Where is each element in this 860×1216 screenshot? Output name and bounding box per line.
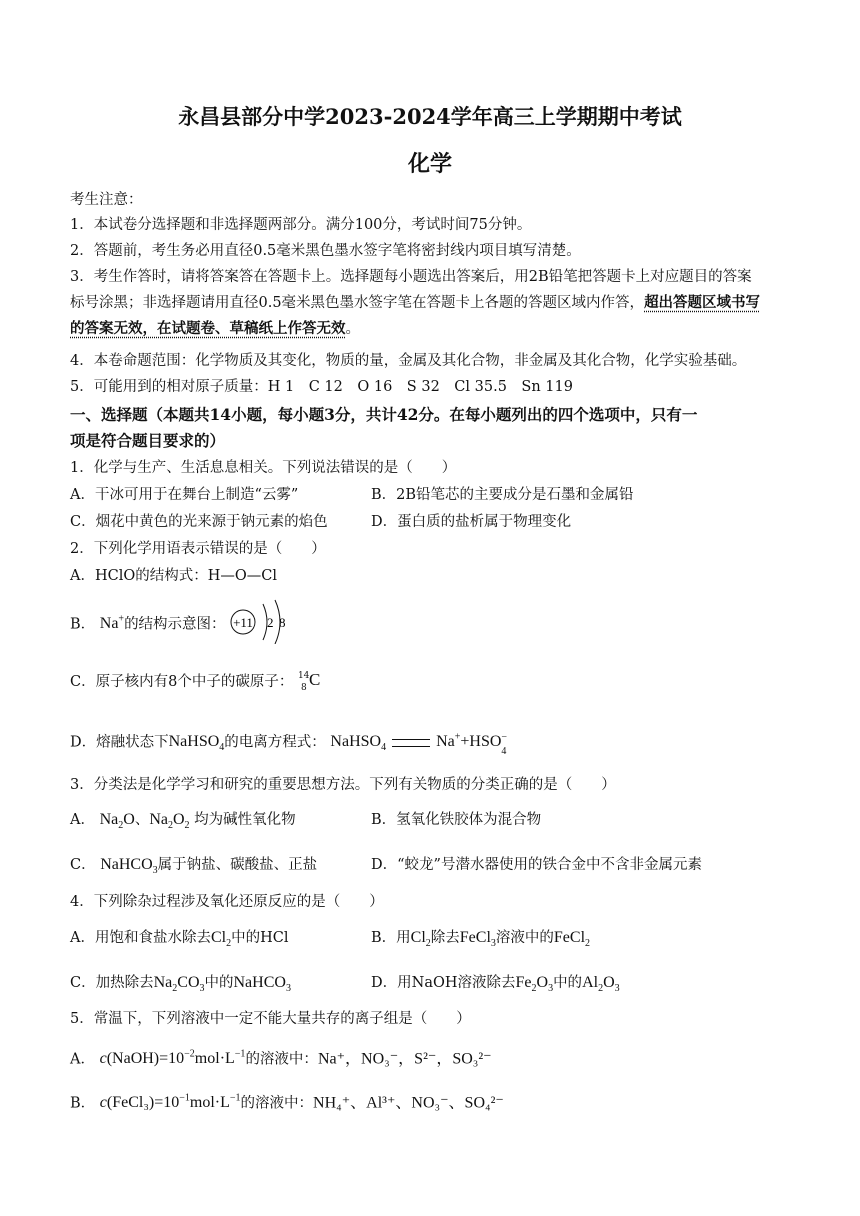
notice-item-4: 4．本卷命题范围：化学物质及其变化，物质的量，金属及其化合物，非金属及其化合物，化学实验基础。 bbox=[70, 353, 747, 369]
eq-na: Na bbox=[436, 733, 455, 751]
q2-option-a: A．HClO的结构式：H—O—Cl bbox=[70, 568, 277, 584]
q3-stem: 3．分类法是化学学习和研究的重要思想方法。下列有关物质的分类正确的是（ ） bbox=[70, 777, 616, 793]
q5-a-c: c bbox=[99, 1050, 107, 1068]
q4-b-f bbox=[410, 929, 431, 950]
notice-item-5: 5．可能用到的相对原子质量：H 1 C 12 O 16 S 32 Cl 35.5 Sn 119 bbox=[70, 379, 573, 395]
q4-b-text3: 溶液中的 bbox=[495, 930, 554, 946]
q2-c-nuclide bbox=[298, 672, 324, 692]
q3-c-text: 属于钠盐、碳酸盐、正盐 bbox=[157, 857, 318, 873]
q4-c-f bbox=[153, 974, 205, 995]
q2-option-b bbox=[70, 610, 226, 650]
q5-b-sol: FeCl₃ bbox=[112, 1094, 149, 1112]
q5-b-exp: −1 bbox=[179, 1093, 190, 1104]
q5-b-conc: $c(FeCl_3)=10^{-1}mol\cdot L^{-1}$ bbox=[99, 1093, 241, 1112]
q2-b-ion bbox=[100, 615, 124, 632]
q4-option-a bbox=[70, 928, 289, 954]
q2-option-c bbox=[70, 672, 324, 692]
eq-hso-scripts bbox=[501, 731, 509, 757]
eq-left-sub: 4 bbox=[381, 742, 387, 754]
q5-b-text: 的溶液中： bbox=[240, 1095, 314, 1112]
q4-b-text2: 除去 bbox=[430, 930, 460, 946]
q3-a-label: A． bbox=[70, 812, 95, 828]
notice-item-1: 1．本试卷分选择题和非选择题两部分。满分100分，考试时间75分钟。 bbox=[70, 217, 532, 233]
notice-bold-b: 的答案无效，在试题卷、草稿纸上作答无效 bbox=[70, 320, 346, 337]
section-heading-2: 项是符合题目要求的） bbox=[70, 431, 226, 450]
q4-a-f bbox=[210, 929, 232, 950]
q5-a-text: 的溶液中： bbox=[245, 1051, 318, 1068]
q4-c-s1: 2 bbox=[172, 983, 178, 995]
q4-c-f3 bbox=[233, 974, 291, 995]
q4-a-text: A．用饱和食盐水除去 bbox=[70, 930, 211, 946]
q4-d-f3a: Al bbox=[582, 974, 599, 991]
q5-a-label: A． bbox=[70, 1051, 95, 1068]
f1s: 2 bbox=[118, 820, 124, 832]
q3-a-text: 均为碱性氧化物 bbox=[194, 812, 296, 828]
shell-2-count: 8 bbox=[279, 615, 286, 630]
q4-c-f1: Na bbox=[153, 974, 173, 991]
q2-b-label: B． bbox=[70, 616, 96, 633]
f2s2: 2 bbox=[184, 820, 190, 832]
q5-b-ions: NH₄⁺、Al³⁺、NO₃⁻、SO₄²⁻ bbox=[313, 1094, 504, 1112]
q4-d-s1: 2 bbox=[531, 983, 537, 995]
q4-c-text2: 中的 bbox=[204, 975, 234, 991]
q2-c-number: 8 bbox=[300, 683, 307, 693]
q1-option-c: C．烟花中黄色的光来源于钠元素的焰色 bbox=[70, 514, 328, 530]
q5-a-exp: −2 bbox=[184, 1049, 195, 1060]
notice-item-3-end bbox=[70, 319, 800, 339]
q4-b-f2 bbox=[459, 929, 496, 950]
q4-d-f1: Fe bbox=[515, 974, 532, 991]
eq-hso: +HSO bbox=[460, 733, 502, 751]
q4-c-f3a: NaHCO bbox=[233, 974, 286, 991]
q2-b-text: 的结构示意图： bbox=[124, 616, 226, 633]
eq-na-charge: + bbox=[454, 732, 461, 743]
eq-hso-sub: 4 bbox=[501, 745, 507, 757]
subject-title: 化学 bbox=[407, 151, 452, 177]
q5-a-ions: Na⁺，NO₃⁻，S²⁻，SO₃²⁻ bbox=[317, 1050, 492, 1068]
q2-d-formula bbox=[168, 733, 225, 754]
q2-c-text: C．原子核内有8个中子的碳原子： bbox=[70, 674, 294, 690]
q4-a-s1: 2 bbox=[226, 938, 232, 950]
notice-head: 考生注意： bbox=[70, 192, 143, 208]
q2-b-ion-charge: + bbox=[118, 614, 125, 625]
sodium-ion-diagram bbox=[226, 598, 296, 644]
q5-a-conc: $c(NaOH)=10^{-2}mol\cdot L^{-1}$ bbox=[99, 1049, 246, 1068]
q4-d-s3: 2 bbox=[598, 983, 604, 995]
q3-c-formula bbox=[100, 856, 158, 877]
eq-left: NaHSO bbox=[330, 733, 382, 751]
eq-hso-sup: − bbox=[501, 731, 508, 743]
q4-c-text: C．加热除去 bbox=[70, 975, 154, 991]
q4-stem: 4．下列除杂过程涉及氧化还原反应的是（ ） bbox=[70, 894, 384, 910]
q4-d-f2: O bbox=[536, 974, 549, 991]
q5-option-b bbox=[70, 1089, 504, 1113]
q5-a-eq: =10 bbox=[159, 1050, 185, 1068]
q4-option-b bbox=[371, 928, 590, 954]
notice-bold-end: 。 bbox=[345, 321, 360, 337]
q3-c-f: NaHCO bbox=[100, 856, 153, 873]
q2-d-equation bbox=[330, 731, 509, 757]
q5-b-eq: =10 bbox=[154, 1094, 180, 1112]
q4-d-s4: 3 bbox=[614, 983, 620, 995]
q1-option-d: D．蛋白质的盐析属于物理变化 bbox=[371, 514, 572, 530]
q4-a-text2: 中的HCl bbox=[231, 930, 289, 946]
q3-option-c bbox=[70, 855, 317, 881]
notice-item-3-cont bbox=[70, 293, 800, 313]
shell-1-count: 2 bbox=[267, 615, 274, 630]
q2-c-symbol: C bbox=[308, 670, 321, 689]
q5-a-unit: mol·L bbox=[194, 1050, 235, 1068]
q3-a-f2 bbox=[149, 811, 190, 832]
f1b: O bbox=[123, 811, 135, 828]
q5-b-unit: mol·L bbox=[189, 1094, 230, 1112]
q4-c-f2: CO bbox=[177, 974, 200, 991]
q1-option-a: A．干冰可用于在舞台上制造“云雾” bbox=[70, 487, 299, 503]
exam-title: 永昌县部分中学2023-2024学年高三上学期期中考试 bbox=[178, 104, 682, 129]
q4-a-f1: Cl bbox=[210, 929, 227, 946]
q3-a-sep: 、 bbox=[134, 812, 150, 828]
q2-d-text2: 的电离方程式： bbox=[224, 734, 326, 751]
q2-d-formula-sub: 4 bbox=[219, 742, 225, 754]
notice-item-3-cont-text: 标号涂黑；非选择题请用直径0.5毫米黑色墨水签字笔在答题卡上各题的答题区域内作答， bbox=[70, 295, 645, 311]
q4-b-s2: 3 bbox=[490, 938, 496, 950]
q2-option-d bbox=[70, 728, 509, 759]
q2-stem: 2．下列化学用语表示错误的是（ ） bbox=[70, 541, 326, 557]
q1-option-b: B．2B铅笔芯的主要成分是石墨和金属铅 bbox=[371, 487, 634, 503]
q5-b-c: c bbox=[99, 1094, 107, 1112]
q4-option-c bbox=[70, 973, 291, 999]
q2-b-ion-symbol: Na bbox=[99, 615, 119, 633]
notice-item-2: 2．答题前，考生务必用直径0.5毫米黑色墨水签字笔将密封线内项目填写清楚。 bbox=[70, 243, 581, 259]
q2-d-text: D．熔融状态下 bbox=[70, 734, 169, 751]
q4-c-s3: 3 bbox=[285, 983, 291, 995]
q4-b-f3a: FeCl bbox=[553, 929, 586, 946]
q4-b-f3 bbox=[553, 929, 591, 950]
q5-a-unit-exp: −1 bbox=[234, 1049, 246, 1060]
q3-c-s: 3 bbox=[152, 865, 158, 877]
q5-a-sol: NaOH bbox=[112, 1050, 154, 1068]
f2b: O bbox=[172, 811, 185, 828]
q4-option-d bbox=[371, 973, 620, 999]
q3-option-b: B．氢氧化铁胶体为混合物 bbox=[371, 812, 542, 828]
notice-item-3: 3．考生作答时，请将答案答在答题卡上。选择题每小题选出答案后，用2B铅笔把答题卡上对应题目的答案 bbox=[70, 269, 752, 285]
nucleus-charge: +11 bbox=[233, 615, 253, 630]
q4-b-f1: Cl bbox=[410, 929, 426, 946]
q4-d-f4: O bbox=[603, 974, 615, 991]
f2a: Na bbox=[149, 811, 168, 828]
q5-b-label: B． bbox=[70, 1095, 96, 1112]
q4-d-text2: 中的 bbox=[553, 975, 583, 991]
section-heading-1: 一、选择题（本题共14小题，每小题3分，共计42分。在每小题列出的四个选项中，只有一 bbox=[70, 405, 698, 424]
q4-d-f bbox=[515, 974, 554, 995]
q5-stem: 5．常温下，下列溶液中一定不能大量共存的离子组是（ ） bbox=[70, 1011, 471, 1027]
q3-option-a bbox=[70, 810, 296, 836]
q2-d-formula-base: NaHSO bbox=[168, 733, 220, 751]
q4-b-f2a: FeCl bbox=[459, 929, 491, 946]
q4-b-text: B．用 bbox=[371, 930, 411, 946]
notice-bold-a: 超出答题区域书写 bbox=[644, 294, 761, 311]
q4-d-f3 bbox=[582, 974, 620, 995]
q4-d-text: D．用NaOH溶液除去 bbox=[371, 975, 516, 991]
f2s: 2 bbox=[167, 820, 173, 832]
q5-b-unit-exp: −1 bbox=[229, 1093, 241, 1104]
q1-stem: 1．化学与生产、生活息息相关。下列说法错误的是（ ） bbox=[70, 460, 457, 476]
q2-c-mass: 14 bbox=[297, 671, 310, 681]
q3-c-label: C． bbox=[70, 857, 96, 873]
q4-c-s2: 3 bbox=[199, 983, 205, 995]
f1a: Na bbox=[99, 811, 119, 828]
eq-equals bbox=[392, 739, 430, 747]
q4-b-s3: 2 bbox=[585, 938, 591, 950]
q3-option-d: D．“蛟龙”号潜水器使用的铁合金中不含非金属元素 bbox=[371, 857, 702, 873]
q4-b-s1: 2 bbox=[425, 938, 431, 950]
q3-a-f1 bbox=[99, 811, 135, 832]
q5-option-a bbox=[70, 1045, 492, 1069]
q4-d-s2: 3 bbox=[548, 983, 554, 995]
